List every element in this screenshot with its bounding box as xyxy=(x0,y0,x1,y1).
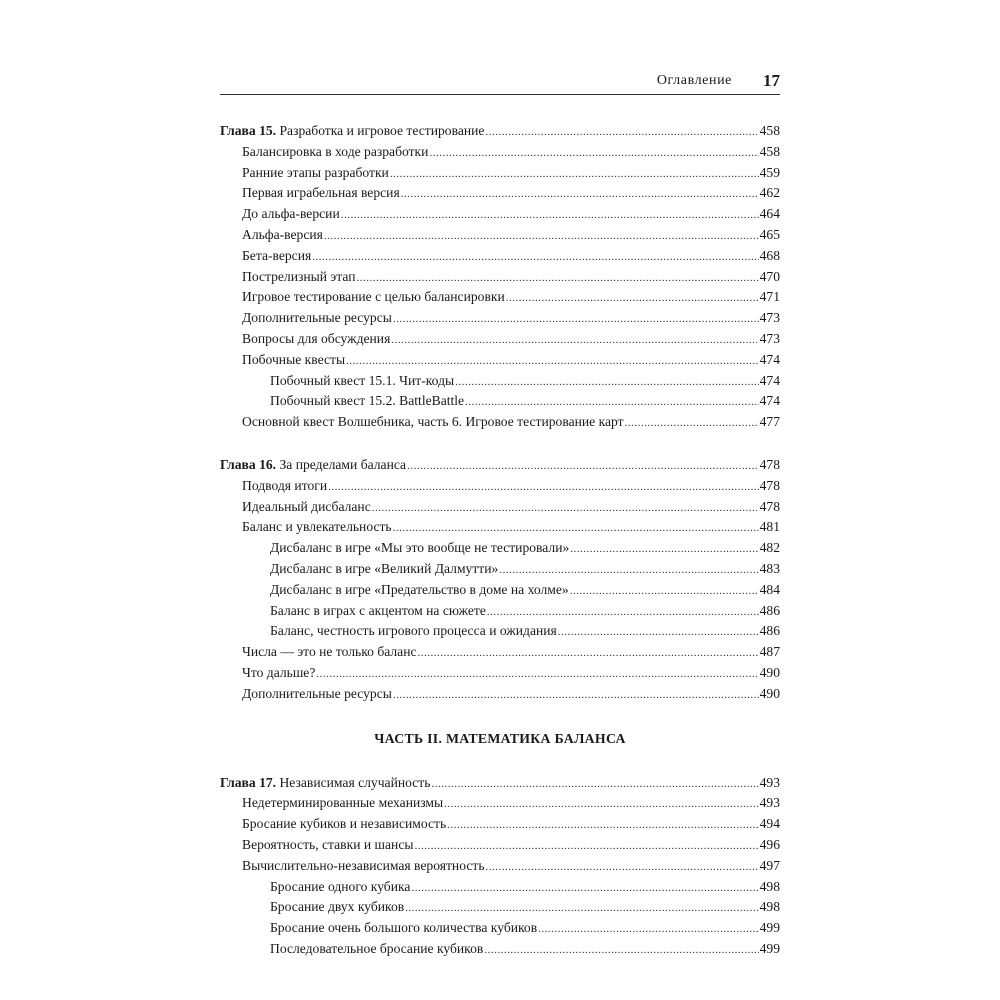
toc-entry-page: 487 xyxy=(759,644,780,660)
toc-entry-title: Бросание двух кубиков xyxy=(270,899,405,915)
toc-chapter-row xyxy=(220,121,780,142)
dot-leader xyxy=(405,898,758,919)
dot-leader xyxy=(341,205,759,226)
toc-entry-title: Дисбаланс в игре «Великий Далмутти» xyxy=(270,560,499,576)
toc-entry-title: Баланс и увлекательность xyxy=(242,519,392,535)
toc-section-row xyxy=(220,225,780,246)
toc-chapter xyxy=(220,773,780,960)
dot-leader xyxy=(455,372,758,393)
toc-entry-title: Бросание кубиков и независимость xyxy=(242,816,447,832)
toc-entry-page: 498 xyxy=(759,878,780,894)
toc-section-row xyxy=(220,350,780,371)
toc-subsection-row xyxy=(220,559,780,580)
toc-section-row xyxy=(220,517,780,538)
toc-section-row xyxy=(220,663,780,684)
toc-entry-page: 471 xyxy=(759,289,780,305)
toc-entry-title: Дисбаланс в игре «Мы это вообще не тестировали» xyxy=(270,540,570,556)
toc-entry-title: Вероятность, ставки и шансы xyxy=(242,836,414,852)
toc-entry-page: 478 xyxy=(759,498,780,514)
toc-entry-title: Дополнительные ресурсы xyxy=(242,310,392,326)
toc-section-row xyxy=(220,267,780,288)
toc-entry-page: 458 xyxy=(759,143,780,159)
dot-leader xyxy=(570,581,759,602)
dot-leader xyxy=(487,602,759,623)
dot-leader xyxy=(415,836,759,857)
toc-entry-title: Первая играбельная версия xyxy=(242,185,400,201)
dot-leader xyxy=(312,247,758,268)
toc-entry-page: 498 xyxy=(759,899,780,915)
toc-entry-page: 473 xyxy=(759,310,780,326)
dot-leader xyxy=(372,498,759,519)
toc-entry-title: Основной квест Волшебника, часть 6. Игровое тестирование карт xyxy=(242,414,624,430)
toc-entry-page: 459 xyxy=(759,164,780,180)
toc-entry-title: Бета-версия xyxy=(242,247,312,263)
toc-entry-page: 464 xyxy=(759,206,780,222)
dot-leader xyxy=(390,164,759,185)
toc-entry-title xyxy=(220,455,406,476)
chapter-number: Глава 17. xyxy=(220,774,277,790)
toc-entry-page: 458 xyxy=(759,123,780,138)
toc-entry-page: 490 xyxy=(759,664,780,680)
toc-entry-page: 465 xyxy=(759,226,780,242)
toc-entry-page: 477 xyxy=(759,414,780,430)
toc-section-row xyxy=(220,793,780,814)
toc-page xyxy=(220,66,780,960)
toc-section-row xyxy=(220,814,780,835)
dot-leader xyxy=(506,288,759,309)
toc-entry-title: Ранние этапы разработки xyxy=(242,164,389,180)
toc-entry-title: Что дальше? xyxy=(242,664,316,680)
toc-entry-page: 490 xyxy=(759,685,780,701)
dot-leader xyxy=(538,919,758,940)
toc-entry-title: Баланс в играх с акцентом на сюжете xyxy=(270,602,486,618)
toc-entry-page: 496 xyxy=(759,836,780,852)
toc-chapter-row xyxy=(220,455,780,476)
toc-subsection-row xyxy=(220,897,780,918)
toc-subsection-row xyxy=(220,601,780,622)
toc-section-row xyxy=(220,684,780,705)
toc-section-row xyxy=(220,163,780,184)
toc-section-row xyxy=(220,856,780,877)
chapter-title: Разработка и игровое тестирование xyxy=(279,123,485,138)
dot-leader xyxy=(401,184,759,205)
toc-entry-title: Вопросы для обсуждения xyxy=(242,330,391,346)
toc-section-row xyxy=(220,183,780,204)
toc-section-row xyxy=(220,835,780,856)
toc-chapter xyxy=(220,121,780,433)
dot-leader xyxy=(393,518,759,539)
toc-entry-title: Баланс, честность игрового процесса и ожидания xyxy=(270,623,557,639)
toc-entry-title: До альфа-версии xyxy=(242,206,340,222)
toc-section-row xyxy=(220,204,780,225)
dot-leader xyxy=(391,330,758,351)
dot-leader xyxy=(486,857,759,878)
toc-entry-page: 499 xyxy=(759,940,780,956)
dot-leader xyxy=(393,685,759,706)
chapter-number: Глава 16. xyxy=(220,456,277,472)
toc-entry-page: 486 xyxy=(759,623,780,639)
toc-subsection-row xyxy=(220,538,780,559)
header-title: Оглавление xyxy=(656,73,732,88)
toc-subsection-row xyxy=(220,391,780,412)
dot-leader xyxy=(324,226,759,247)
toc-entry-title: Недетерминированные механизмы xyxy=(242,795,444,811)
dot-leader xyxy=(465,392,759,413)
toc-entry-page: 482 xyxy=(759,540,780,556)
toc-subsection-row xyxy=(220,918,780,939)
toc-subsection-row xyxy=(220,371,780,392)
toc-entry-page: 470 xyxy=(759,268,780,284)
toc-entry-page: 484 xyxy=(759,581,780,597)
toc-entry-title: Альфа-версия xyxy=(242,226,323,242)
chapter-number: Глава 15. xyxy=(220,123,277,138)
dot-leader xyxy=(484,940,758,961)
dot-leader xyxy=(570,539,758,560)
dot-leader xyxy=(429,143,758,164)
dot-leader xyxy=(316,664,758,685)
toc-subsection-row xyxy=(220,939,780,960)
toc-entry-page: 497 xyxy=(759,857,780,873)
toc-entry-title: Вычислительно-независимая вероятность xyxy=(242,857,485,873)
toc-entry-title: Последовательное бросание кубиков xyxy=(270,940,484,956)
toc-entry-title: Подводя итоги xyxy=(242,477,328,493)
toc-entry-title: Дополнительные ресурсы xyxy=(242,685,392,701)
toc-section-row xyxy=(220,329,780,350)
toc-subsection-row xyxy=(220,580,780,601)
toc-entry-page: 474 xyxy=(759,393,780,409)
dot-leader xyxy=(485,122,758,143)
toc-entry-title: Балансировка в ходе разработки xyxy=(242,143,429,159)
toc-entry-title: Побочный квест 15.2. BattleBattle xyxy=(270,393,465,409)
toc-entry-page: 493 xyxy=(759,774,780,790)
toc-entry-page: 483 xyxy=(759,560,780,576)
toc-entry-title xyxy=(220,121,484,142)
toc-entry-page: 494 xyxy=(759,816,780,832)
toc-subsection-row xyxy=(220,877,780,898)
toc-section-row xyxy=(220,308,780,329)
header-page-number: 17 xyxy=(763,71,780,90)
toc-entry-title xyxy=(220,773,430,794)
toc-section-row xyxy=(220,642,780,663)
toc-chapter-row xyxy=(220,773,780,794)
toc-entry-page: 468 xyxy=(759,247,780,263)
toc-part-chapters xyxy=(220,773,780,960)
chapter-title: За пределами баланса xyxy=(279,456,407,472)
running-header xyxy=(220,66,780,95)
toc-chapter xyxy=(220,455,780,705)
toc-entry-page: 499 xyxy=(759,920,780,936)
toc-section-row xyxy=(220,476,780,497)
toc-section-row xyxy=(220,287,780,308)
dot-leader xyxy=(418,643,759,664)
toc-entry-title: Игровое тестирование с целью балансировки xyxy=(242,289,505,305)
toc-entry-title: Идеальный дисбаланс xyxy=(242,498,371,514)
toc-entry-page: 473 xyxy=(759,330,780,346)
dot-leader xyxy=(447,815,758,836)
dot-leader xyxy=(346,351,759,372)
toc-entry-title: Числа — это не только баланс xyxy=(242,644,417,660)
toc-entry-title: Бросание очень большого количества кубиков xyxy=(270,920,538,936)
toc-entry-title: Дисбаланс в игре «Предательство в доме на холме» xyxy=(270,581,569,597)
dot-leader xyxy=(407,456,759,477)
chapter-title: Независимая случайность xyxy=(279,774,431,790)
dot-leader xyxy=(328,477,758,498)
toc-entry-title: Побочный квест 15.1. Чит-коды xyxy=(270,372,455,388)
dot-leader xyxy=(411,878,758,899)
dot-leader xyxy=(393,309,759,330)
toc-entry-title: Бросание одного кубика xyxy=(270,878,411,894)
toc-entry-page: 474 xyxy=(759,372,780,388)
toc-entry-title: Побочные квесты xyxy=(242,351,346,367)
toc-chapters xyxy=(220,121,780,705)
dot-leader xyxy=(444,794,758,815)
toc-entry-title: Пострелизный этап xyxy=(242,268,356,284)
dot-leader xyxy=(431,774,758,795)
toc-entry-page: 486 xyxy=(759,602,780,618)
dot-leader xyxy=(625,413,759,434)
dot-leader xyxy=(558,622,759,643)
toc-subsection-row xyxy=(220,621,780,642)
toc-entry-page: 481 xyxy=(759,519,780,535)
toc-entry-page: 462 xyxy=(759,185,780,201)
dot-leader xyxy=(499,560,758,581)
toc-entry-page: 478 xyxy=(759,477,780,493)
dot-leader xyxy=(357,268,759,289)
toc-entry-page: 478 xyxy=(759,456,780,472)
toc-entry-page: 474 xyxy=(759,351,780,367)
toc-entry-page: 493 xyxy=(759,795,780,811)
toc-section-row xyxy=(220,246,780,267)
toc-section-row xyxy=(220,142,780,163)
toc-section-row xyxy=(220,497,780,518)
toc-section-row xyxy=(220,412,780,433)
part-heading: ЧАСТЬ II. МАТЕМАТИКА БАЛАНСА xyxy=(374,730,626,746)
